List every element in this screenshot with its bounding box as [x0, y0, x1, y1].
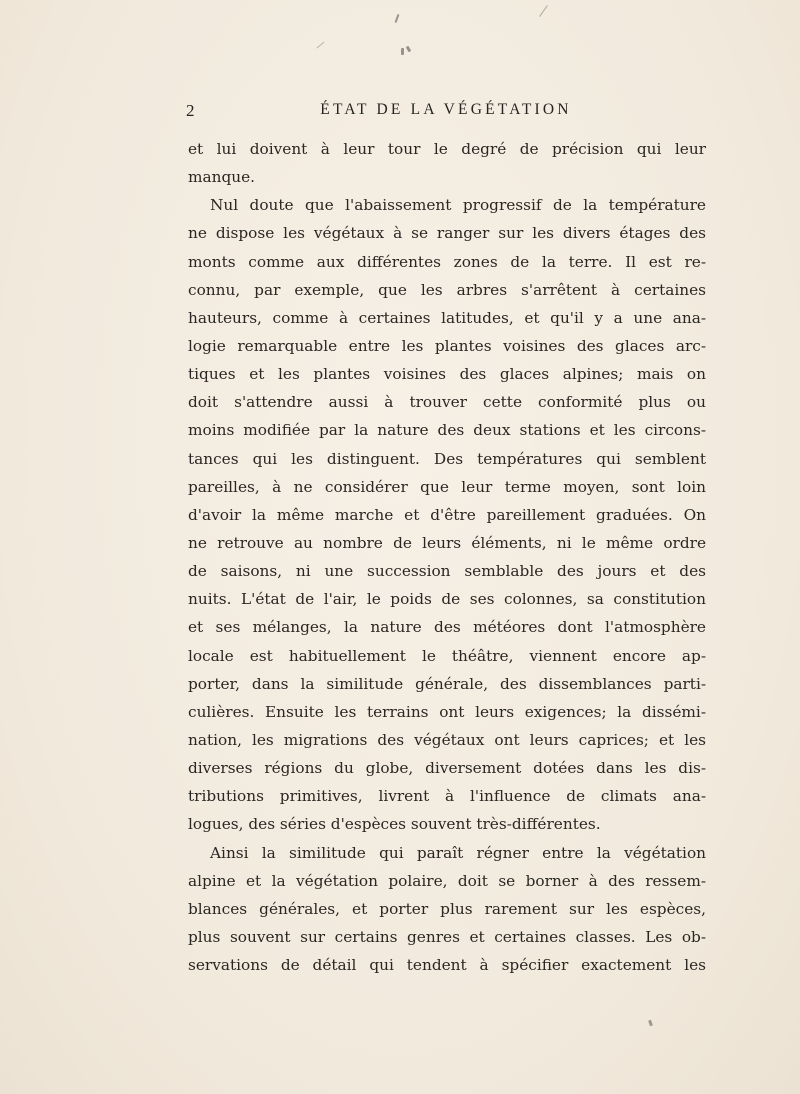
text-line: ne retrouve au nombre de leurs éléments, ni le même ordre: [188, 533, 706, 552]
text-line: diverses régions du globe, diversement dotées dans les dis-: [188, 759, 706, 778]
running-header: [186, 101, 706, 125]
text-line: alpine et la végétation polaire, doit se borner à des ressem-: [188, 871, 706, 890]
text-line: pareilles, à ne considérer que leur terme moyen, sont loin: [188, 477, 706, 496]
text-line: logues, des séries d'espèces souvent très-différentes.: [188, 815, 601, 834]
text-line: de saisons, ni une succession semblable des jours et des: [188, 562, 706, 581]
text-line: blances générales, et porter plus rarement sur les espèces,: [188, 899, 706, 918]
text-line: d'avoir la même marche et d'être pareillement graduées. On: [188, 505, 706, 524]
text-line: connu, par exemple, que les arbres s'arrêtent à certaines: [188, 280, 706, 299]
text-line: Ainsi la similitude qui paraît régner entre la végétation: [210, 843, 706, 862]
text-line: nation, les migrations des végétaux ont leurs caprices; et les: [188, 730, 706, 749]
text-line: porter, dans la similitude générale, des dissemblances parti-: [188, 674, 706, 693]
text-line: plus souvent sur certains genres et certaines classes. Les ob-: [188, 927, 706, 946]
page-number: 2: [186, 101, 195, 120]
text-line: logie remarquable entre les plantes voisines des glaces arc-: [188, 336, 706, 355]
ink-speck: [401, 48, 404, 55]
text-line: servations de détail qui tendent à spécifier exactement les: [188, 956, 706, 975]
text-line: et lui doivent à leur tour le degré de précision qui leur: [188, 140, 706, 158]
text-line: manque.: [188, 168, 256, 187]
ink-speck: [648, 1020, 653, 1027]
ink-speck: [395, 14, 400, 23]
text-line: locale est habituellement le théâtre, viennent encore ap-: [188, 646, 706, 665]
ink-speck: [406, 46, 412, 53]
text-line: tances qui les distinguent. Des températures qui semblent: [188, 449, 706, 468]
ink-speck: [316, 41, 324, 48]
text-line: moins modifiée par la nature des deux stations et les circons-: [188, 421, 706, 440]
text-line: tiques et les plantes voisines des glaces alpines; mais on: [188, 365, 706, 384]
text-line: monts comme aux différentes zones de la terre. Il est re-: [188, 252, 706, 271]
body-text: [188, 135, 706, 979]
ink-speck: [539, 5, 548, 17]
text-line: culières. Ensuite les terrains ont leurs exigences; la dissémi-: [188, 702, 706, 721]
text-line: tributions primitives, livrent à l'influence de climats ana-: [188, 787, 706, 806]
text-line: nuits. L'état de l'air, le poids de ses colonnes, sa constitution: [188, 590, 706, 609]
text-line: doit s'attendre aussi à trouver cette conformité plus ou: [188, 393, 706, 412]
running-title: ÉTAT DE LA VÉGÉTATION: [320, 101, 572, 118]
text-line: ne dispose les végétaux à se ranger sur les divers étages des: [188, 224, 706, 243]
text-line: et ses mélanges, la nature des météores dont l'atmosphère: [188, 618, 706, 637]
text-line: Nul doute que l'abaissement progressif de la température: [210, 196, 706, 215]
text-line: hauteurs, comme à certaines latitudes, et qu'il y a une ana-: [188, 308, 706, 327]
